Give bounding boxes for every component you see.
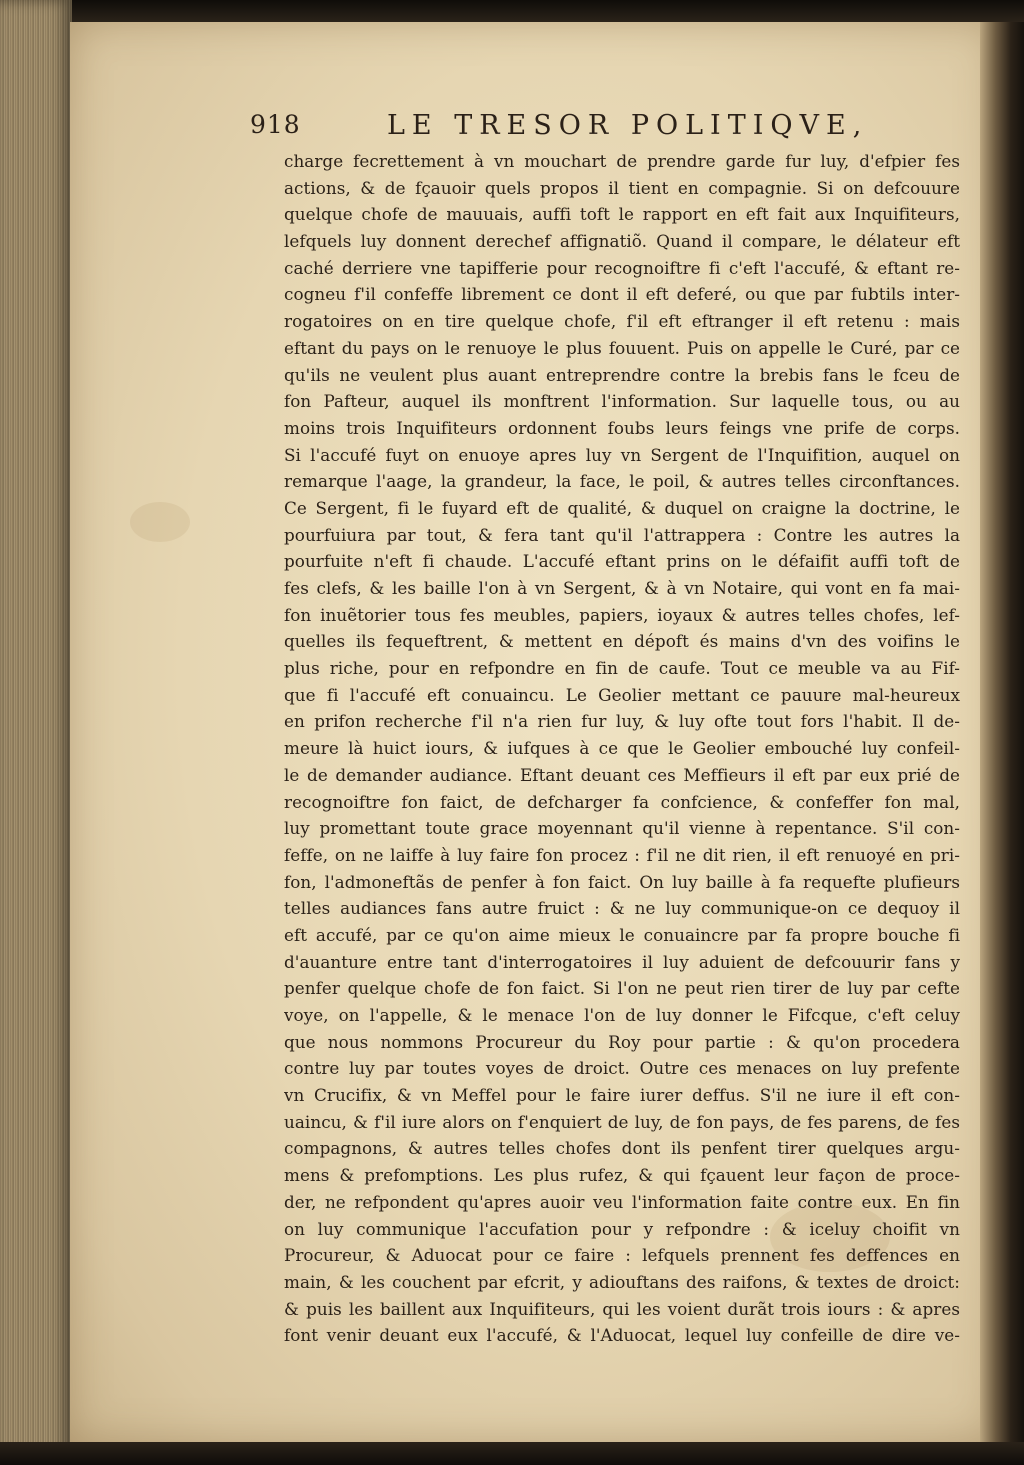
text-line: lefquels luy donnent derechef affignatiõ. Quand il compare, le délateur eft	[284, 231, 960, 252]
paper-stain	[130, 502, 190, 542]
text-line: font venir deuant eux l'accufé, & l'Aduocat, lequel luy confeille de dire ve-	[284, 1325, 960, 1346]
text-line: telles audiances fans autre fruict : & ne luy communique-on ce dequoy il	[284, 898, 960, 919]
page-number: 918	[250, 110, 301, 139]
text-line: plus riche, pour en refpondre en fin de caufe. Tout ce meuble va au Fif-	[284, 658, 960, 679]
bottom-edge	[0, 1442, 1024, 1465]
top-edge	[0, 0, 1024, 22]
text-line: que fi l'accufé eft conuaincu. Le Geolier mettant ce pauure mal-heureux	[284, 684, 960, 705]
running-title: LE TRESOR POLITIQVE,	[387, 110, 869, 141]
text-line: quelles ils fequeftrent, & mettent en dépoft és mains d'vn des voifins le	[284, 631, 960, 652]
text-line: luy promettant toute grace moyennant qu'il vienne à repentance. S'il con-	[284, 818, 960, 839]
text-line: voye, on l'appelle, & le menace l'on de luy donner le Fifcque, c'eft celuy	[284, 1005, 960, 1025]
text-line: cogneu f'il confeffe librement ce dont il eft deferé, ou que par fubtils inter-	[284, 284, 960, 305]
text-line: pourfuite n'eft fi chaude. L'accufé eftant prins on le défaifit auffi toft de	[284, 551, 960, 572]
text-line: rogatoires on en tire quelque chofe, f'il eft eftranger il eft retenu : mais	[284, 311, 960, 332]
text-line: vn Crucifix, & vn Meffel pour le faire iurer deffus. S'il ne iure il eft con-	[284, 1085, 960, 1106]
text-line: penfer quelque chofe de fon faict. Si l'on ne peut rien tirer de luy par cefte	[284, 978, 960, 999]
text-line: on luy communique l'accufation pour y refpondre : & iceluy choifit vn	[284, 1218, 960, 1239]
body-text	[212, 148, 960, 1349]
text-line: que nous nommons Procureur du Roy pour partie : & qu'on procedera	[284, 1031, 960, 1052]
page-gutter	[980, 22, 1024, 1442]
text-line: caché derriere vne tapifferie pour recognoiftre fi c'eft l'accufé, & eftant re-	[284, 257, 960, 278]
text-line: en prifon recherche f'il n'a rien fur luy, & luy ofte tout fors l'habit. Il de-	[284, 711, 960, 732]
text-line: moins trois Inquifiteurs ordonnent foubs leurs feings vne prife de corps.	[284, 417, 960, 438]
text-line: main, & les couchent par efcrit, y adiouftans des raifons, & textes de droict:	[284, 1271, 960, 1292]
text-line: uaincu, & f'il iure alors on f'enquiert de luy, de fon pays, de fes parens, de fes	[284, 1111, 960, 1132]
text-line: eftant du pays on le renuoye le plus fouuent. Puis on appelle le Curé, par ce	[284, 337, 960, 358]
text-line: der, ne refpondent qu'apres auoir veu l'information faite contre eux. En fin	[284, 1191, 960, 1212]
text-line: recognoiftre fon faict, de defcharger fa confcience, & confeffer fon mal,	[284, 791, 960, 812]
text-line: meure là huict iours, & iufques à ce que le Geolier embouché luy confeil-	[284, 738, 960, 759]
text-line: Si l'accufé fuyt on enuoye apres luy vn Sergent de l'Inquifition, auquel on	[284, 444, 960, 465]
text-line: fes clefs, & les baille l'on à vn Sergent, & à vn Notaire, qui vont en fa mai-	[284, 578, 960, 598]
book-fore-edge	[0, 0, 72, 1465]
text-line: fon inuẽtorier tous fes meubles, papiers, ioyaux & autres telles chofes, lef-	[284, 604, 960, 625]
text-line: pourfuiura par tout, & fera tant qu'il l'attrappera : Contre les autres la	[284, 524, 960, 545]
text-line: compagnons, & autres telles chofes dont ils penfent tirer quelques argu-	[284, 1138, 960, 1159]
text-line: Ce Sergent, fi le fuyard eft de qualité, & duquel on craigne la doctrine, le	[284, 497, 960, 518]
text-line: remarque l'aage, la grandeur, la face, le poil, & autres telles circonftances.	[284, 471, 960, 492]
text-line: eft accufé, par ce qu'on aime mieux le conuaincre par fa propre bouche fi	[284, 924, 960, 945]
text-line: contre luy par toutes voyes de droict. Outre ces menaces on luy prefente	[284, 1058, 960, 1079]
text-line: le de demander audiance. Eftant deuant ces Meffieurs il eft par eux prié de	[284, 764, 960, 785]
text-block	[212, 110, 960, 1349]
text-line: Procureur, & Aduocat pour ce faire : lefquels prennent fes deffences en	[284, 1245, 960, 1266]
text-line: charge fecrettement à vn mouchart de prendre garde fur luy, d'efpier fes	[284, 151, 960, 171]
text-line: feffe, on ne laiffe à luy faire fon procez : f'il ne dit rien, il eft renuoyé en pri-	[284, 844, 960, 865]
text-line: qu'ils ne veulent plus auant entreprendre contre la brebis fans le fceu de	[284, 364, 960, 385]
text-line: fon, l'admoneftãs de penfer à fon faict. On luy baille à fa requefte plufieurs	[284, 871, 960, 892]
running-head	[212, 110, 960, 144]
text-line: & puis les baillent aux Inquifiteurs, qui les voient durãt trois iours : & apres	[284, 1298, 960, 1319]
text-line: actions, & de fçauoir quels propos il tient en compagnie. Si on defcouure	[284, 177, 960, 198]
text-line: d'auanture entre tant d'interrogatoires il luy aduient de defcouurir fans y	[284, 951, 960, 972]
text-line: fon Pafteur, auquel ils monftrent l'information. Sur laquelle tous, ou au	[284, 391, 960, 412]
text-line: mens & prefomptions. Les plus rufez, & qui fçauent leur façon de proce-	[284, 1165, 960, 1186]
text-line: quelque chofe de mauuais, auffi toft le rapport en eft fait aux Inquifiteurs,	[284, 204, 960, 225]
